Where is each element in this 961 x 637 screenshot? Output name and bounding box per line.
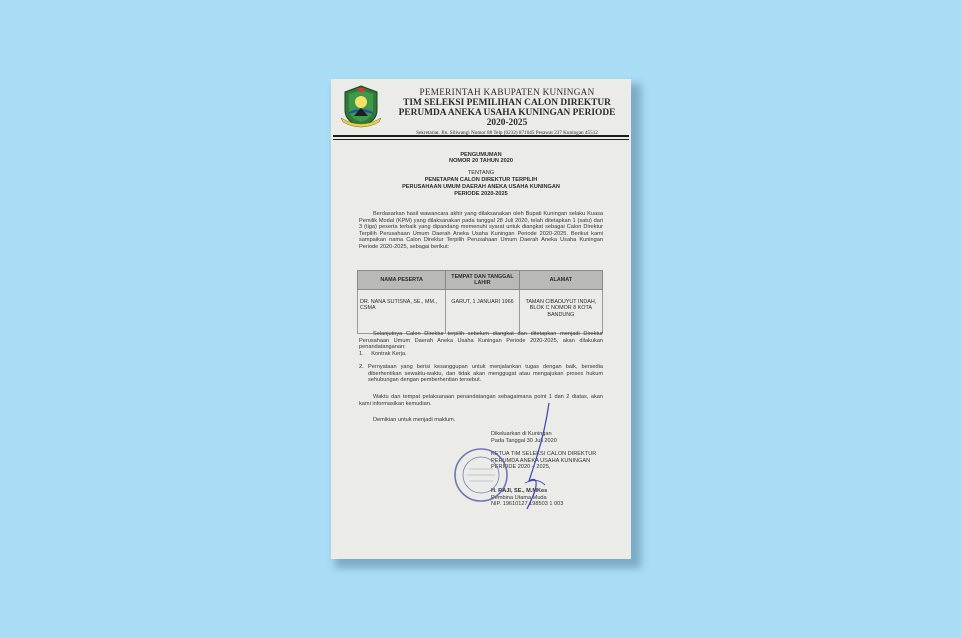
signatory-name: H. RAJI, SE., M.MKes bbox=[491, 487, 548, 494]
doc-subject-line1: PENETAPAN CALON DIREKTUR TERPILIH bbox=[424, 177, 538, 183]
candidate-table bbox=[357, 270, 603, 334]
letterhead-company: PERUMDA ANEKA USAHA KUNINGAN PERIODE 2020-2025 bbox=[398, 108, 616, 128]
table-header-name: NAMA PESERTA bbox=[358, 271, 446, 290]
doc-subject-line3: PERIODE 2020-2025 bbox=[454, 191, 508, 197]
list-item-text: Pernyataan yang berisi kesanggupan untuk menjalankan tugas dengan baik, bersedia diberhentikan sewaktu-waktu, dan tidak akan menggugat atau mengajukan proses hukum sehubungan dengan pemberhentian tersebut. bbox=[368, 364, 603, 384]
doc-tentang: TENTANG bbox=[467, 170, 495, 176]
list-item bbox=[359, 351, 603, 358]
body-paragraph-2: Selanjutnya Calon Direktur terpilih sebelum diangkat dan ditetapkan menjadi Direktur Perusahaan Umum Daerah Aneka Usaha Kuningan Periode 2020-2025, akan dilakukan penandatanganan: bbox=[359, 331, 603, 351]
signatory-nip: NIP. 19610127 198503 1 003 bbox=[491, 501, 564, 508]
intro-paragraph: Berdasarkan hasil wawancara akhir yang dilaksanakan oleh Bupati Kuningan selaku Kuasa Pemilik Modal (KPM) yang dilaksanakan pada tanggal 28 Juli 2020, telah ditetapkan 1 (satu) dari 3 (tiga) peserta terbaik yang dipandang memenuhi syarat untuk diangkat sebagai Calon Direktur Terpilih Perusahaan Umum Daerah Aneka Usaha Kuningan Periode 2020-2025. Berikut kami sampaikan nama Calon Direktur Terpilih Perusahaan Umum Daerah Aneka Usaha Kuningan Periode 2020-2025, sebagai berikut: bbox=[359, 211, 603, 250]
doc-number: NOMOR 20 TAHUN 2020 bbox=[449, 158, 513, 164]
doc-title: PENGUMUMAN bbox=[460, 152, 502, 158]
signature-date: Pada Tanggal 30 Juli 2020 bbox=[491, 437, 557, 444]
list-item-number: 2. bbox=[359, 364, 364, 370]
closing-sentence: Demikian untuk menjadi maklum. bbox=[373, 417, 456, 423]
doc-subject-line2: PERUSAHAAN UMUM DAERAH ANEKA USAHA KUNINGAN bbox=[402, 184, 560, 190]
body-paragraph-3: Waktu dan tempat pelaksanaan penandatangan sebagaimana point 1 dan 2 diatas, akan kami informasikan kemudian. bbox=[359, 394, 603, 407]
table-cell-birth: GARUT, 1 JANUARI 1966 bbox=[446, 290, 520, 334]
handwritten-signature-icon bbox=[519, 401, 559, 511]
signature-role-2: PERUMDA ANEKA USAHA KUNINGAN bbox=[491, 457, 591, 464]
list-item-number: 1. bbox=[359, 351, 364, 357]
letterhead-address: Sekretariat. Jln. Siliwangi Nomor 88 Telp (0232) 871045 Pesawat 237 Kuningan 45512 bbox=[416, 130, 598, 136]
letterhead-government: PEMERINTAH KABUPATEN KUNINGAN bbox=[419, 87, 595, 97]
table-cell-name: DR. NANA SUTISNA, SE., MM., CSMA bbox=[358, 290, 446, 334]
signature-role-1: KETUA TIM SELEKSI CALON DIREKTUR bbox=[491, 451, 597, 458]
signature-place: Dikeluarkan di Kuningan bbox=[491, 431, 552, 437]
signatory-rank: Pembina Utama Muda bbox=[491, 494, 547, 501]
table-header-birth: TEMPAT DAN TANGGAL LAHIR bbox=[446, 271, 520, 290]
table-row bbox=[358, 290, 603, 334]
list-item-text: Kontrak Kerja. bbox=[371, 351, 407, 357]
letterhead-committee: TIM SELEKSI PEMILIHAN CALON DIREKTUR bbox=[403, 98, 611, 108]
announcement-document bbox=[331, 79, 631, 559]
list-item bbox=[359, 364, 603, 384]
table-header-address: ALAMAT bbox=[519, 271, 602, 290]
letterhead-thick-rule bbox=[333, 135, 629, 137]
letterhead-thin-rule bbox=[333, 139, 629, 140]
official-stamp-icon bbox=[453, 447, 509, 503]
kuningan-regency-emblem-icon bbox=[339, 84, 383, 128]
signature-role-3: PERIODE 2020 – 2025, bbox=[491, 464, 551, 471]
letterhead bbox=[387, 87, 627, 136]
table-cell-address: TAMAN CIBADUYUT INDAH, BLOK C NOMOR 8 KOTA BANDUNG bbox=[519, 290, 602, 334]
table-header-row bbox=[358, 271, 603, 290]
